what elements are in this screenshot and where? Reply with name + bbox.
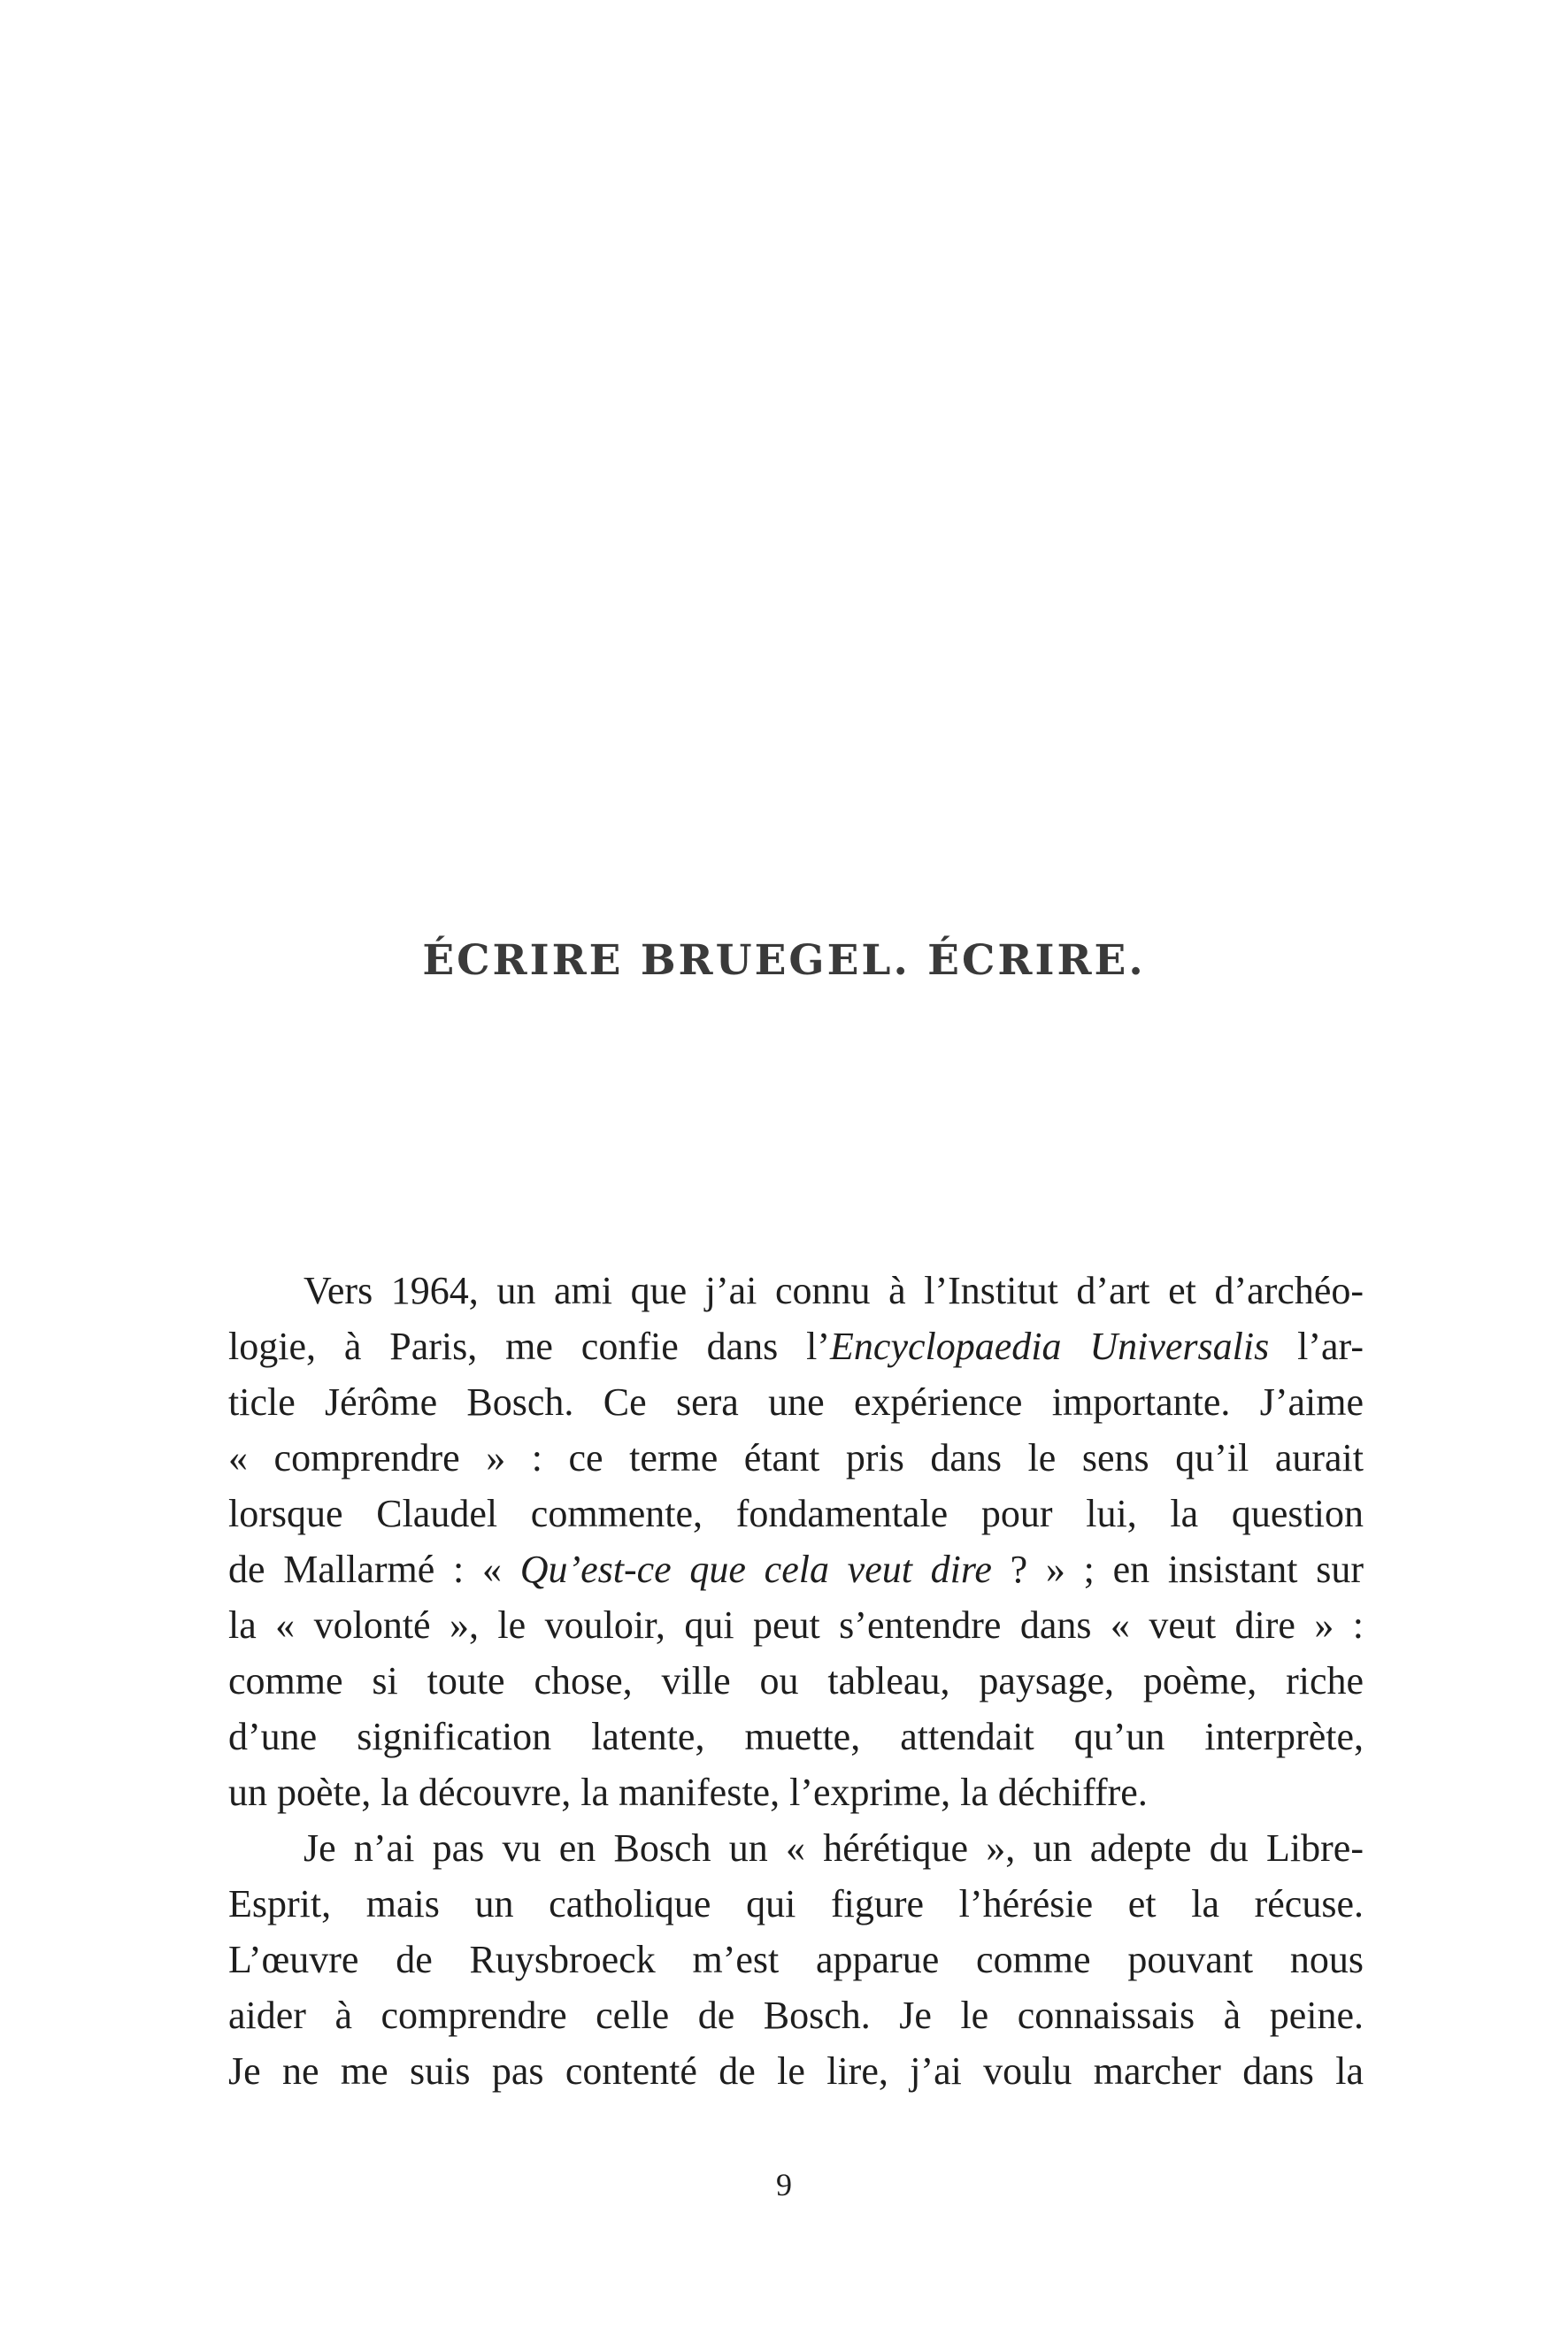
paragraph-1 xyxy=(228,1263,1364,1820)
text-line: aider à comprendre celle de Bosch. Je le connaissais à peine. xyxy=(228,1994,1364,2037)
text-line: logie, à Paris, me confie dans l’Encyclopaedia Universalis l’ar- xyxy=(228,1325,1364,1368)
text-line: L’œuvre de Ruysbroeck m’est apparue comme pouvant nous xyxy=(228,1938,1364,1981)
text-line: Vers 1964, un ami que j’ai connu à l’Institut d’art et d’archéo- xyxy=(304,1269,1364,1312)
page-number: 9 xyxy=(776,2167,792,2202)
text-line: Je n’ai pas vu en Bosch un « hérétique », un adepte du Libre- xyxy=(304,1826,1364,1870)
text-line: Je ne me suis pas contenté de le lire, j’ai voulu marcher dans la xyxy=(228,2049,1364,2093)
text-line: la « volonté », le vouloir, qui peut s’entendre dans « veut dire » : xyxy=(228,1603,1364,1647)
text-line: un poète, la découvre, la manifeste, l’exprime, la déchiffre. xyxy=(228,1771,1148,1814)
text-line: d’une signification latente, muette, attendait qu’un interprète, xyxy=(228,1715,1364,1758)
text-line: comme si toute chose, ville ou tableau, paysage, poème, riche xyxy=(228,1659,1364,1703)
chapter-title: ÉCRIRE BRUEGEL. ÉCRIRE. xyxy=(422,936,1146,985)
text-line: ticle Jérôme Bosch. Ce sera une expérience importante. J’aime xyxy=(228,1380,1364,1424)
body-text xyxy=(228,1263,1364,2099)
text-line: Esprit, mais un catholique qui figure l’hérésie et la récuse. xyxy=(228,1882,1364,1925)
text-line: lorsque Claudel commente, fondamentale pour lui, la question xyxy=(228,1492,1364,1535)
text-line: « comprendre » : ce terme étant pris dans le sens qu’il aurait xyxy=(228,1436,1364,1480)
text-line: de Mallarmé : « Qu’est-ce que cela veut dire ? » ; en insistant sur xyxy=(228,1548,1364,1591)
paragraph-2 xyxy=(228,1820,1364,2099)
